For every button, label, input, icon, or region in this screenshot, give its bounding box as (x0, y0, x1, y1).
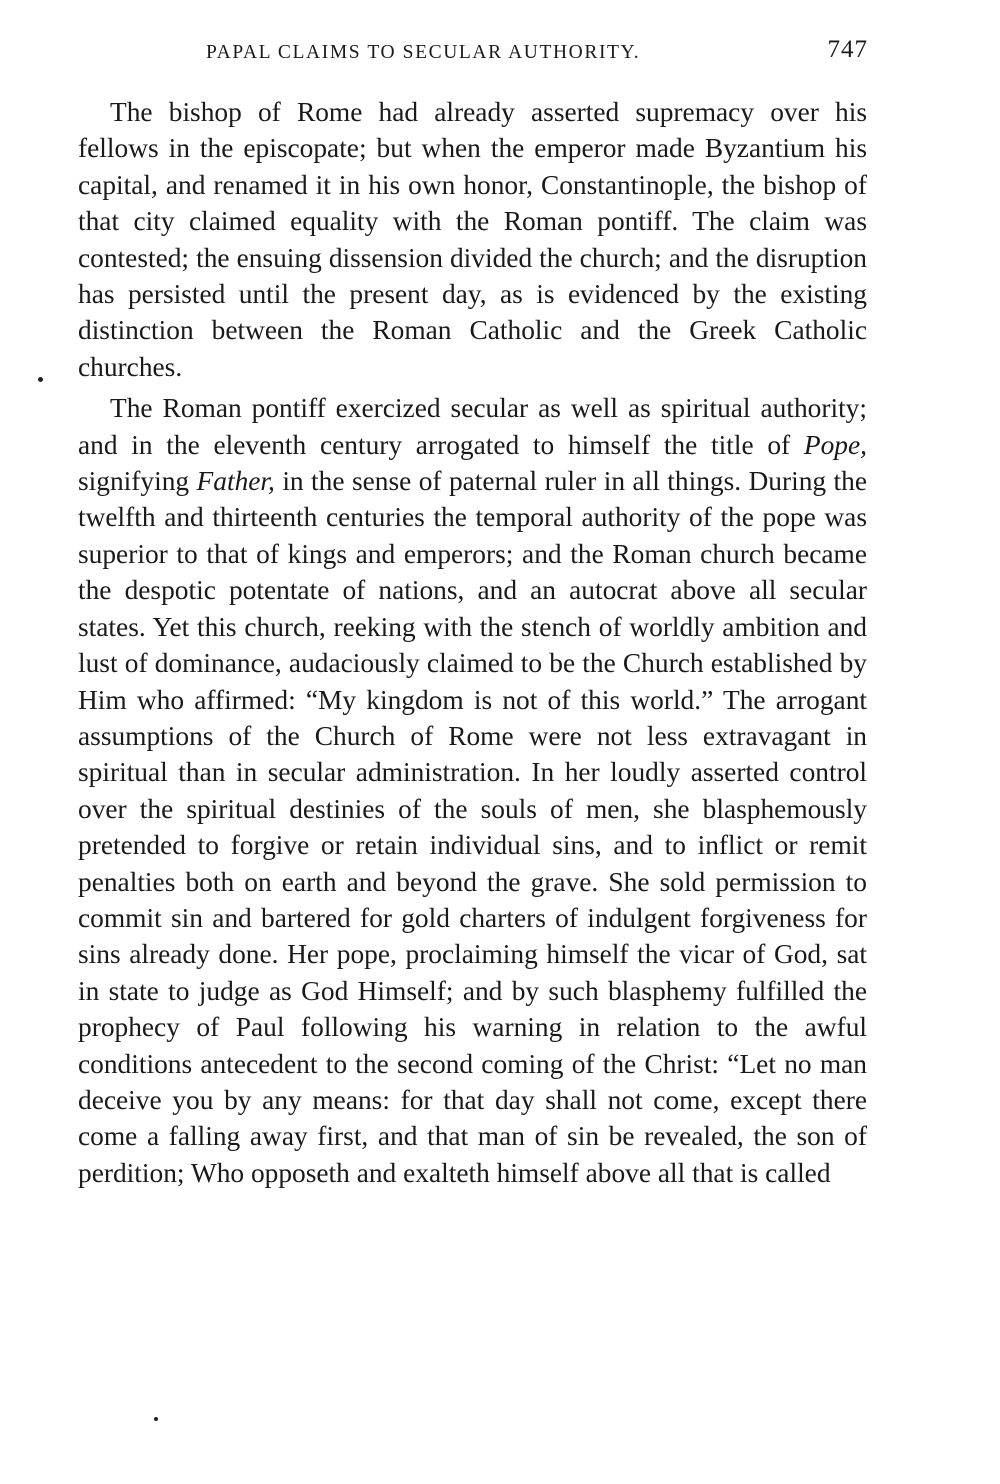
paragraph-2-rest: in the sense of paternal ruler in all things. During the twelfth and thirteenth centuries the temporal authority of the pope was superior to that of kings and emperors; and the Roman church became the despotic potentate of nations, and an autocrat above all secular states. Yet this church, reeking with the stench of worldly ambition and lust of dominance, audaciously claimed to be the Church established by Him who affirmed: “My kingdom is not of this world.” The arrogant assumptions of the Church of Rome were not less extravagant in spiritual than in secular administration. In her loudly asserted control over the spiritual destinies of the souls of men, she blasphemously pretended to forgive or retain individual sins, and to inflict or remit penalties both on earth and beyond the grave. She sold permission to commit sin and bartered for gold charters of indulgent forgiveness for sins already done. Her pope, proclaiming himself the vicar of God, sat in state to judge as God Himself; and by such blasphemy fulfilled the prophecy of Paul following his warning in relation to the awful conditions antecedent to the second coming of the Christ: “Let no man deceive you by any means: for that day shall not come, except there come a falling away first, and that man of sin be revealed, the son of perdition; Who opposeth and exalteth himself above all that is called (78, 466, 868, 1188)
scan-speck (38, 377, 43, 382)
running-head: PAPAL CLAIMS TO SECULAR AUTHORITY. (206, 42, 641, 63)
italic-word-pope: Pope, (803, 429, 867, 460)
italic-word-father: Father, (196, 466, 275, 497)
paragraph-2-signifying: signifying (78, 466, 197, 497)
paragraph-2 (78, 390, 867, 1191)
scan-speck (154, 1417, 158, 1421)
body-text (78, 94, 867, 1191)
paragraph-1: The bishop of Rome had already asserted supremacy over his fellows in the episcopate; but when the emperor made Byzantium his capital, and renamed it in his own honor, Constantinople, the bishop of that city claimed equality with the Roman pontiff. The claim was contested; the ensuing dissension divided the church; and the disruption has persisted until the present day, as is evidenced by the existing distinction between the Roman Catholic and the Greek Catholic churches. (78, 97, 867, 382)
page-number: 747 (827, 36, 868, 63)
page-header (78, 34, 868, 74)
paragraph-2-start: The Roman pontiff exercized secular as well as spiritual authority; and in the eleventh century arrogated to himself the title of (78, 393, 867, 460)
